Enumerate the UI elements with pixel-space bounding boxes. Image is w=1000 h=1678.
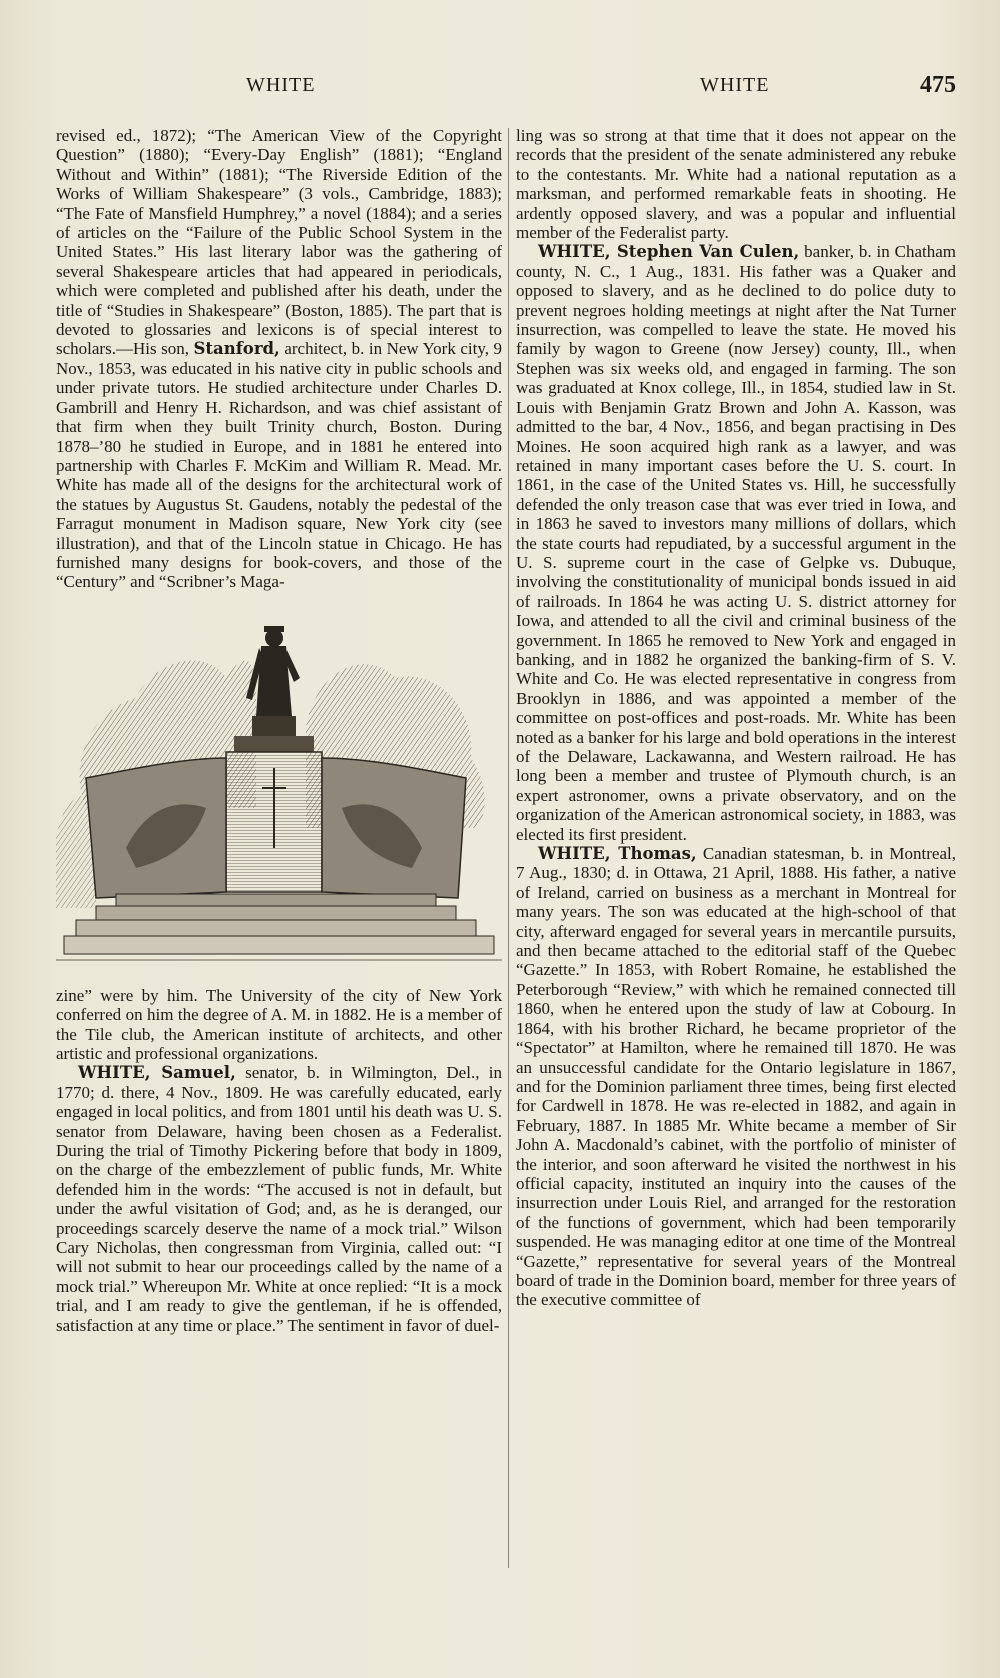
- entry-white-thomas: [516, 844, 956, 1310]
- monument-engraving: [56, 608, 502, 974]
- left-column: [56, 126, 502, 1335]
- entry-text: banker, b. in Chatham county, N. C., 1 Aug., 1831. His father was a Quaker and opposed to slavery, and as he declined to do police duty to prevent negroes holding meetings at night after the Nat Turner insurrection, was compelled to leave the state. He moved his family by wagon to Greene (now Jersey) county, Ill., when Stephen was six weeks old, and engaged in farming. The son was graduated at Knox college, Ill., in 1854, studied law in St. Louis with Benjamin Gratz Brown and John A. Kasson, was admitted to the bar, 4 Nov., 1856, and began practising in Des Moines. He soon acquired high rank as a lawyer, and was retained in many important cases before the U. S. court. In 1861, in the case of the United States vs. Hill, he successfully defended the only treason case that was ever tried in Iowa, and in 1863 he saved to investors many millions of dollars, which the state courts had repudiated, by a successful argument in the U. S. supreme court in the case of Gelpke vs. Dubuque, involving the constitutionality of municipal bonds issued in aid of railroads. In 1864 he was acting U. S. district attorney for Iowa, and attended to all the civil and criminal business of the government. In 1865 he removed to New York and engaged in banking, and in 1882 he organized the banking-firm of S. V. White and Co. He was elected representative in congress from Brooklyn in 1886, and was appointed a member of the committee on post-offices and post-roads. Mr. White has been noted as a banker for his large and bold operations in the interest of the Delaware, Lackawanna, and Western railroad. He has long been a member and trustee of Plymouth church, is an expert astronomer, owns a private observatory, and on the organization of the American astronomical society, in 1883, was elected its first president.: [516, 242, 956, 844]
- entry-text: architect, b. in New York city, 9 Nov., 1853, was educated in his native city in public schools and under private tutors. He studied architecture under Charles D. Gambrill and Henry H. Richardson, and was chief assistant of that firm when they built Trinity church, Boston. During 1878–’80 he studied in Europe, and in 1881 he entered into partnership with Charles F. McKim and William R. Mead. Mr. White has made all of the designs for the architectural work of the statues by Augustus St. Gaudens, notably the pedestal of the Farragut monument in Madison square, New York city (see illustration), and that of the Lincoln statue in Chicago. He has furnished many designs for book-covers, and those of the “Century” and “Scribner’s Maga-: [56, 339, 502, 592]
- samuel-name: WHITE, Samuel,: [78, 1063, 236, 1083]
- column-rule: [508, 128, 509, 1568]
- entry-text: Canadian statesman, b. in Montreal, 7 Aug., 1830; d. in Ottawa, 21 April, 1888. His father, a native of Ireland, carried on business as a merchant in Montreal for many years. The son was educated at the high-school of that city, afterward engaged for several years in mercantile pursuits, and then became attached to the editorial staff of the Quebec “Gazette.” In 1853, with Robert Romaine, he established the Peterborough “Review,” with which he remained connected till 1860, when he entered upon the study of law at Cobourg. In 1864, with his brother Richard, he became proprietor of the “Spectator” at Hamilton, where he remained till 1870. He was an unsuccessful candidate for the Ontario legislature in 1867, and for the Dominion parliament three times, being first elected for Cardwell in 1878. He was re-elected in 1882, and again in February, 1887. In 1885 Mr. White became a member of Sir John A. Macdonald’s cabinet, with the portfolio of minister of the interior, and soon afterward he visited the northwest in his official capacity, instituted an inquiry into the causes of the insurrection under Louis Riel, and arranged for the restoration of the functions of government, which had been temporarily suspended. He was managing editor at one time of the Montreal “Gazette,” representative for several years of the Montreal board of trade in the Dominion board, member for three years of the executive committee of: [516, 844, 956, 1310]
- right-running-head: WHITE: [700, 74, 770, 96]
- farragut-monument-illustration: [56, 608, 502, 974]
- stanford-name: Stanford,: [193, 339, 280, 359]
- entry-text: zine” were by him. The University of the city of New York conferred on him the degree of A. M. in 1882. He is a member of the Tile club, the American institute of architects, and other artistic and professional organizations.: [56, 985, 502, 1063]
- white-richard-grant-continued: [56, 126, 502, 592]
- entry-text: revised ed., 1872); “The American View of the Copyright Question” (1880); “Every-Day English” (1881); “England Without and Within” (1881); “The Riverside Edition of the Works of William Shakespeare” (3 vols., Cambridge, 1883); “The Fate of Mansfield Humphrey,” a novel (1884); and a series of articles on the “Failure of the Public School System in the United States.” His last literary labor was the gathering of several Shakespeare articles that had appeared in periodicals, which were completed and published after his death, under the title of “Studies in Shakespeare” (Boston, 1885). The part that is devoted to glossaries and lexicons is of special interest to scholars.—His son,: [56, 126, 502, 359]
- white-samuel-continued: [516, 126, 956, 242]
- entry-white-stephen-van-culen: [516, 242, 956, 844]
- running-header: [0, 74, 1000, 104]
- entry-text: senator, b. in Wilmington, Del., in 1770; d. there, 4 Nov., 1809. He was carefully educated, early engaged in local politics, and from 1801 until his death was U. S. senator from Delaware, having been chosen as a Federalist. During the trial of Timothy Pickering before that body in 1809, on the charge of the embezzlement of public funds, Mr. White defended him in the words: “The accused is not in default, but under the awful visitation of God; and, as he is deranged, our proceedings scarcely deserve the name of a mock trial.” Wilson Cary Nicholas, then congressman from Virginia, called out: “I will not submit to hear our proceedings called by the name of a mock trial.” Whereupon Mr. White at once replied: “It is a mock trial, and I am ready to give the gentleman, if he is offended, satisfaction at any time or place.” The sentiment in favor of duel-: [56, 1063, 502, 1335]
- entry-text: ling was so strong at that time that it does not appear on the records that the president of the senate administered any rebuke to the contestants. Mr. White had a national reputation as a marksman, and performed remarkable feats in shooting. He ardently opposed slavery, and was a popular and influential member of the Federalist party.: [516, 126, 956, 243]
- page-number: 475: [920, 72, 956, 98]
- entry-white-samuel: [56, 1063, 502, 1335]
- stephen-name: WHITE, Stephen Van Culen,: [538, 242, 800, 262]
- right-column: [516, 126, 956, 1310]
- thomas-name: WHITE, Thomas,: [538, 844, 697, 864]
- stanford-white-continued: [56, 986, 502, 1064]
- left-running-head: WHITE: [246, 74, 316, 96]
